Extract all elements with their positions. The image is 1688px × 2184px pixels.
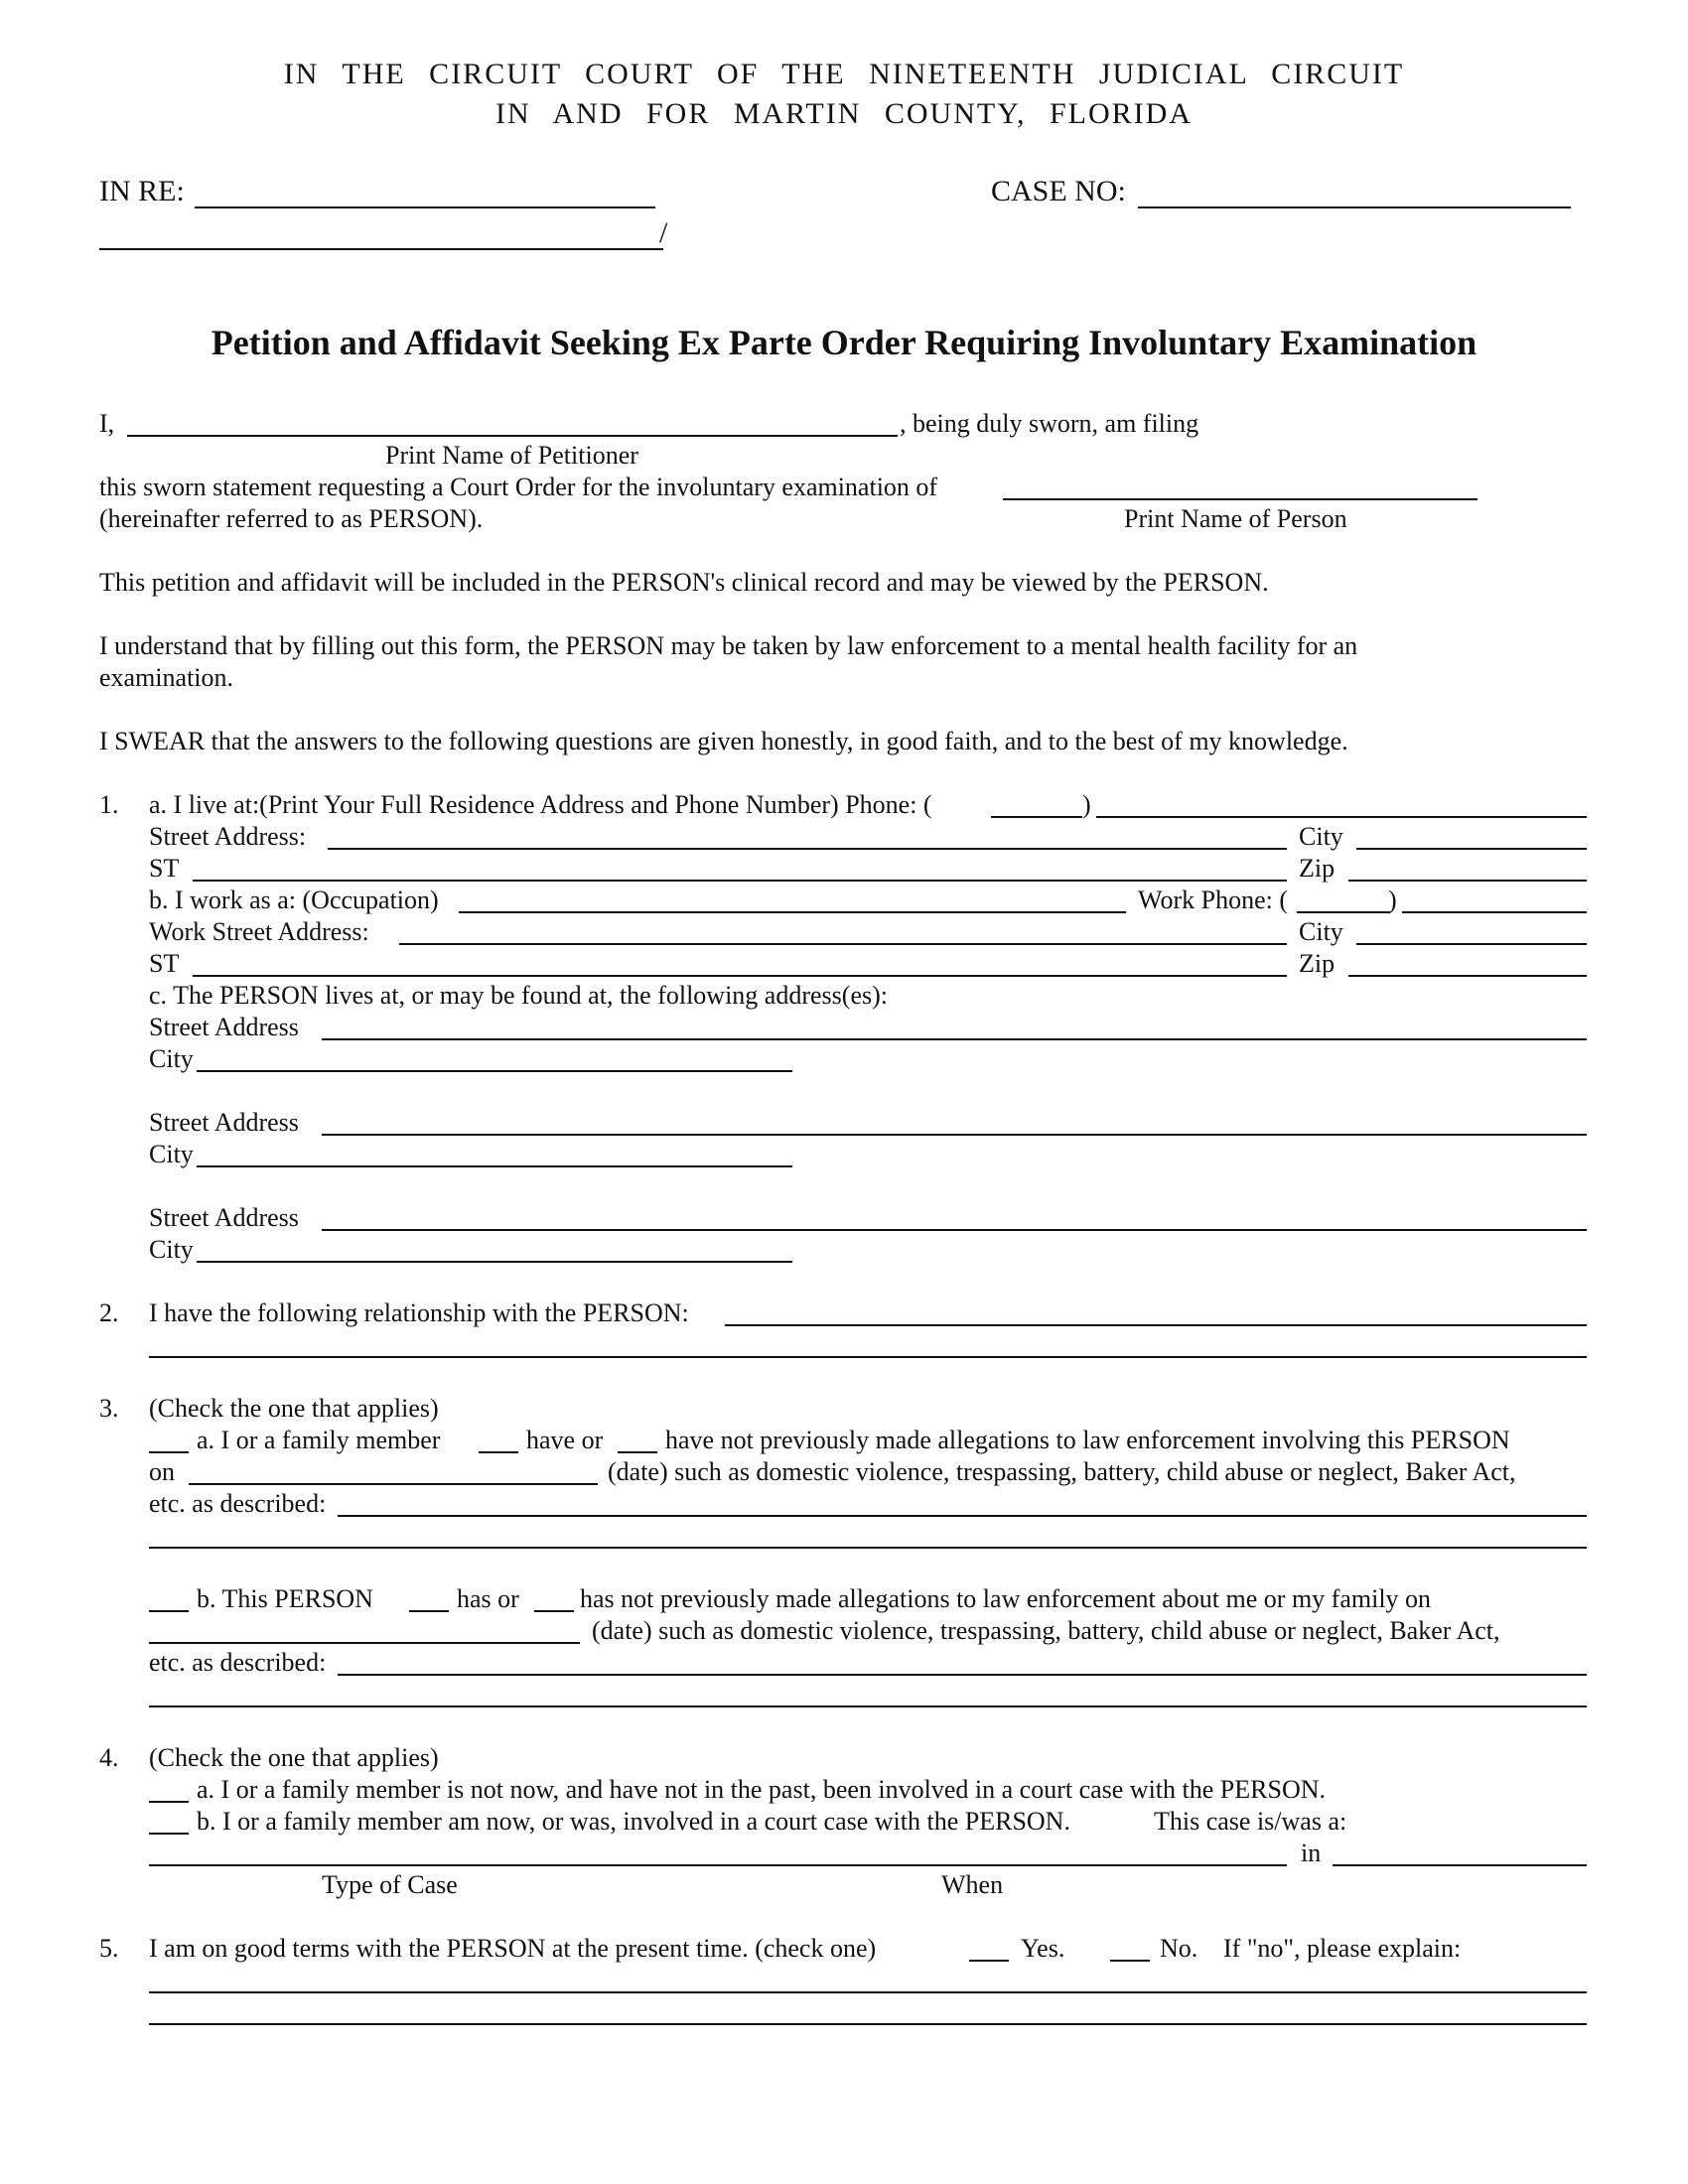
q1a-street-field[interactable] bbox=[328, 848, 1287, 850]
q3a-date-field[interactable] bbox=[189, 1483, 598, 1485]
q3a-text-part2: have not previously made allegations to law enforcement involving this PERSON bbox=[665, 1426, 1510, 1454]
q3b-described-field[interactable] bbox=[338, 1674, 1587, 1676]
q1b-text: b. I work as a: (Occupation) bbox=[149, 886, 439, 914]
q1a-city-label: City bbox=[1299, 822, 1343, 851]
q1a-close-paren: ) bbox=[1082, 790, 1091, 819]
in-re-field-line2[interactable] bbox=[99, 248, 663, 250]
q3b-text-part2: has not previously made allegations to law enforcement about me or my family on bbox=[580, 1584, 1432, 1613]
q1c-city-label-3: City bbox=[149, 1235, 194, 1264]
q3b-has-not-checkbox[interactable] bbox=[534, 1610, 574, 1612]
intro-being-sworn: , being duly sworn, am filing bbox=[900, 409, 1199, 438]
q2-relationship-field[interactable] bbox=[725, 1324, 1587, 1326]
q3b-date-field[interactable] bbox=[149, 1642, 580, 1644]
q2-text: I have the following relationship with the PERSON: bbox=[149, 1298, 689, 1327]
page-title: Petition and Affidavit Seeking Ex Parte Order Requiring Involuntary Examination bbox=[211, 323, 1477, 362]
q4b-case-was: This case is/was a: bbox=[1154, 1807, 1347, 1836]
q3a-checkbox[interactable] bbox=[149, 1451, 189, 1453]
q1a-zip-label: Zip bbox=[1299, 854, 1336, 883]
q1a-st-label: ST bbox=[149, 854, 180, 883]
q3a-described-field[interactable] bbox=[338, 1515, 1587, 1517]
q5-yes-checkbox[interactable] bbox=[969, 1960, 1009, 1962]
q1c-street-label-2: Street Address bbox=[149, 1108, 299, 1137]
q1b-zip-label: Zip bbox=[1299, 949, 1336, 978]
q1b-work-phone-field[interactable] bbox=[1402, 911, 1587, 913]
q1b-zip-field[interactable] bbox=[1348, 975, 1587, 977]
q1c-city-field-1[interactable] bbox=[197, 1070, 792, 1072]
q3a-date-text: (date) such as domestic violence, trespassing, battery, child abuse or neglect, Baker Act, bbox=[608, 1457, 1516, 1486]
q1a-st-field[interactable] bbox=[193, 880, 1287, 882]
q1a-city-field[interactable] bbox=[1356, 848, 1587, 850]
q1a-street-label: Street Address: bbox=[149, 822, 307, 851]
q1a-text: a. I live at:(Print Your Full Residence Address and Phone Number) Phone: ( bbox=[149, 790, 932, 819]
intro-hereinafter: (hereinafter referred to as PERSON). bbox=[99, 504, 484, 533]
para-clinical-record: This petition and affidavit will be included in the PERSON's clinical record and may be viewed by the PERSON. bbox=[99, 568, 1269, 597]
q3b-described-field-line2[interactable] bbox=[149, 1706, 1587, 1707]
q1b-st-field[interactable] bbox=[193, 975, 1287, 977]
q3-number: 3. bbox=[99, 1394, 119, 1423]
q1c-street-field-2[interactable] bbox=[322, 1134, 1587, 1136]
q3b-checkbox[interactable] bbox=[149, 1610, 189, 1612]
print-name-person-caption: Print Name of Person bbox=[1124, 504, 1347, 533]
q1c-city-field-2[interactable] bbox=[197, 1165, 792, 1167]
q3a-on-label: on bbox=[149, 1457, 175, 1486]
person-name-field[interactable] bbox=[1003, 498, 1477, 500]
q5-text: I am on good terms with the PERSON at the present time. (check one) bbox=[149, 1934, 877, 1963]
q1b-work-street-label: Work Street Address: bbox=[149, 917, 369, 946]
q1c-street-label-1: Street Address bbox=[149, 1013, 299, 1041]
q5-no-label: No. bbox=[1160, 1934, 1198, 1963]
para-understand-line2: examination. bbox=[99, 663, 234, 692]
q1c-text: c. The PERSON lives at, or may be found at, the following address(es): bbox=[149, 981, 888, 1010]
q4b-case-location-field[interactable] bbox=[1333, 1864, 1587, 1866]
q4b-in-label: in bbox=[1301, 1839, 1322, 1867]
q1a-zip-field[interactable] bbox=[1348, 880, 1587, 882]
q5-yes-label: Yes. bbox=[1021, 1934, 1065, 1963]
q4-check-one: (Check the one that applies) bbox=[149, 1743, 439, 1772]
q3b-etc-label: etc. as described: bbox=[149, 1648, 327, 1677]
q1b-city-field[interactable] bbox=[1356, 943, 1587, 945]
q5-explain-field[interactable] bbox=[149, 1991, 1587, 1993]
q1c-city-label-2: City bbox=[149, 1140, 194, 1168]
intro-i-label: I, bbox=[99, 409, 115, 438]
case-no-field[interactable] bbox=[1138, 206, 1571, 208]
in-re-label: IN RE: bbox=[99, 175, 185, 207]
q4b-text: b. I or a family member am now, or was, involved in a court case with the PERSON. bbox=[197, 1807, 1070, 1836]
petitioner-name-field[interactable] bbox=[127, 435, 898, 437]
q1b-work-area-code-field[interactable] bbox=[1297, 911, 1390, 913]
q1b-close-paren: ) bbox=[1388, 886, 1397, 914]
q4b-case-type-field[interactable] bbox=[149, 1864, 1287, 1866]
q3a-text-part1: a. I or a family member bbox=[197, 1426, 441, 1454]
case-no-label: CASE NO: bbox=[991, 175, 1126, 207]
q1a-area-code-field[interactable] bbox=[991, 816, 1082, 818]
print-name-petitioner-caption: Print Name of Petitioner bbox=[385, 441, 638, 470]
q1-number: 1. bbox=[99, 790, 119, 819]
q1b-occupation-field[interactable] bbox=[459, 911, 1126, 913]
q3b-has-or: has or bbox=[457, 1584, 519, 1613]
q5-if-no: If "no", please explain: bbox=[1223, 1934, 1462, 1963]
q4b-type-of-case-caption: Type of Case bbox=[322, 1870, 458, 1899]
q3a-etc-label: etc. as described: bbox=[149, 1489, 327, 1518]
para-swear: I SWEAR that the answers to the following questions are given honestly, in good faith, and to the best of my knowledge. bbox=[99, 727, 1348, 755]
q3b-text-part1: b. This PERSON bbox=[197, 1584, 373, 1613]
q2-relationship-field-line2[interactable] bbox=[149, 1356, 1587, 1358]
intro-statement: this sworn statement requesting a Court Order for the involuntary examination of bbox=[99, 473, 938, 501]
q4a-checkbox[interactable] bbox=[149, 1801, 189, 1803]
q3a-described-field-line2[interactable] bbox=[149, 1547, 1587, 1549]
q3a-have-or: have or bbox=[526, 1426, 604, 1454]
court-header-line1: IN THE CIRCUIT COURT OF THE NINETEENTH JUDICIAL CIRCUIT bbox=[283, 58, 1405, 90]
q1b-work-street-field[interactable] bbox=[399, 943, 1287, 945]
q1b-st-label: ST bbox=[149, 949, 180, 978]
court-header-line2: IN AND FOR MARTIN COUNTY, FLORIDA bbox=[494, 97, 1193, 130]
q5-number: 5. bbox=[99, 1934, 119, 1963]
q1b-work-phone-label: Work Phone: ( bbox=[1138, 886, 1288, 914]
q1a-phone-field[interactable] bbox=[1096, 816, 1587, 818]
caption-slash: / bbox=[659, 216, 668, 249]
q1c-city-label-1: City bbox=[149, 1044, 194, 1073]
para-understand-line1: I understand that by filling out this form, the PERSON may be taken by law enforcement to a mental health facility for an bbox=[99, 631, 1358, 660]
q1c-city-field-3[interactable] bbox=[197, 1261, 792, 1263]
q1b-city-label: City bbox=[1299, 917, 1343, 946]
q2-number: 2. bbox=[99, 1298, 119, 1327]
q5-explain-field-line2[interactable] bbox=[149, 2023, 1587, 2025]
q1c-street-field-1[interactable] bbox=[322, 1038, 1587, 1040]
q3-check-one: (Check the one that applies) bbox=[149, 1394, 439, 1423]
q3b-has-checkbox[interactable] bbox=[409, 1610, 449, 1612]
q4b-when-caption: When bbox=[941, 1870, 1004, 1899]
q4a-text: a. I or a family member is not now, and have not in the past, been involved in a court case with the PERSON. bbox=[197, 1775, 1326, 1804]
q4b-checkbox[interactable] bbox=[149, 1833, 189, 1835]
q3b-date-text: (date) such as domestic violence, trespassing, battery, child abuse or neglect, Baker Act, bbox=[592, 1616, 1500, 1645]
q3a-have-checkbox[interactable] bbox=[479, 1451, 518, 1453]
q1c-street-label-3: Street Address bbox=[149, 1203, 299, 1232]
q4-number: 4. bbox=[99, 1743, 119, 1772]
q1c-street-field-3[interactable] bbox=[322, 1229, 1587, 1231]
q3a-have-not-checkbox[interactable] bbox=[618, 1451, 657, 1453]
q5-no-checkbox[interactable] bbox=[1110, 1960, 1150, 1962]
in-re-field[interactable] bbox=[195, 206, 655, 208]
